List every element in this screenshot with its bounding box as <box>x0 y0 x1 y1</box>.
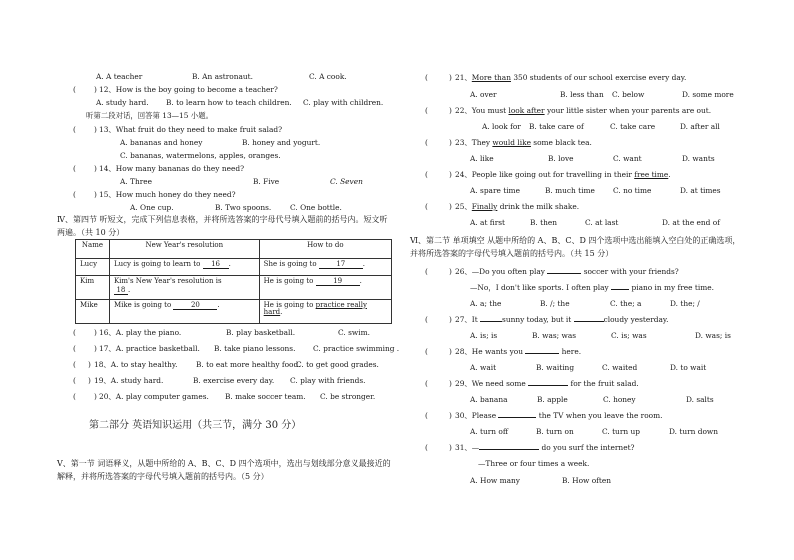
blank-17: 17 <box>319 261 363 269</box>
q13-question: 13、What fruit do they need to make fruit salad? <box>99 125 283 134</box>
table-row <box>76 300 392 324</box>
q23-option-b: B. love <box>548 154 574 163</box>
q25-option-a: A. at first <box>470 218 505 227</box>
q29-option-c: C. honey <box>603 395 636 404</box>
section4-instructions: Ⅳ、第四节 听短文，完成下列信息表格，并将所选答案的字母代号填入题前的括号内。短文听两遍。（共 10 分） <box>57 215 388 237</box>
section5-instructions: Ⅴ、第一节 词语释义，从题中所给的 A、B、C、D 四个选项中，选出与划线部分意义最接近的解释，并将所选答案的字母代号填入题前的括号内。（5 分） <box>57 459 391 481</box>
q16-option-b: B. play basketball. <box>226 328 296 337</box>
table-header-name: Name <box>76 240 110 259</box>
q30-option-b: B. turn on <box>536 427 574 436</box>
q24-question: 24、People like going out for travelling in their free time. <box>455 170 671 179</box>
q31-question: 31、— do you surf the internet? <box>455 443 635 452</box>
q22-option-c: C. take care <box>610 122 656 131</box>
q14-option-c: C. Seven <box>330 177 363 186</box>
q12-question: 12、How is the boy going to become a teacher? <box>99 85 278 94</box>
q18-option-a: 18、A. to stay healthy. <box>94 360 178 369</box>
q18-option-b: B. to eat more healthy food. <box>196 360 301 369</box>
q31-line2: —Three or four times a week. <box>478 459 590 468</box>
q23-option-d: D. wants <box>682 154 715 163</box>
q15-option-a: A. One cup. <box>130 203 174 212</box>
q13-option-b: B. honey and yogurt. <box>242 138 321 147</box>
q22-option-d: D. after all <box>680 122 720 131</box>
q17-option-a: 17、A. practice basketball. <box>99 344 200 353</box>
table-cell-how: She is going to 17 . <box>259 259 391 276</box>
table-cell-name: Kim <box>76 276 110 300</box>
q24-option-c: C. no time <box>613 186 652 195</box>
q30-question: 30、Please the TV when you leave the room. <box>455 411 663 420</box>
table-header-how: How to do <box>259 240 391 259</box>
q21-option-c: C. below <box>612 90 645 99</box>
q11-option-b: B. An astronaut. <box>192 72 253 81</box>
q28-option-c: C. waited <box>602 363 638 372</box>
q26-option-b: B. /; the <box>540 299 570 308</box>
q28-option-a: A. wait <box>470 363 497 372</box>
table-cell-how: He is going to practice really hard. <box>259 300 391 324</box>
q18-option-c: C. to get good grades. <box>296 360 379 369</box>
q21-option-b: B. less than <box>560 90 604 99</box>
q19-option-a: 19、A. study hard. <box>94 376 164 385</box>
q30-option-c: C. turn up <box>602 427 640 436</box>
q30-option-d: D. turn down <box>669 427 718 436</box>
q27-option-d: D. was; is <box>695 331 731 340</box>
q19-option-b: B. exercise every day. <box>193 376 275 385</box>
q20-option-c: C. be stronger. <box>320 392 376 401</box>
q31-option-b: B. How often <box>562 476 611 485</box>
q29-option-a: A. banana <box>470 395 508 404</box>
table-header-row <box>76 240 392 259</box>
q12-option-c: C. play with children. <box>303 98 384 107</box>
q14-question: 14、How many bananas do they need? <box>99 164 245 173</box>
q24-option-a: A. spare time <box>470 186 520 195</box>
q30-option-a: A. turn off <box>470 427 509 436</box>
q26-option-c: C. the; a <box>610 299 642 308</box>
table-row <box>76 276 392 300</box>
q13-option-a: A. bananas and honey <box>120 138 203 147</box>
underlined-answer: practice really hard <box>263 301 367 316</box>
q28-option-b: B. waiting <box>536 363 575 372</box>
q27-option-c: C. is; was <box>611 331 647 340</box>
q27-question: 27、It sunny today, but it cloudy yesterday. <box>455 315 669 324</box>
q20-option-a: 20、A. play computer games. <box>99 392 209 401</box>
table-cell-how: He is going to 19 . <box>259 276 391 300</box>
q23-option-c: C. want <box>613 154 642 163</box>
q27-option-b: B. was; was <box>532 331 577 340</box>
q21-option-d: D. some more <box>682 90 734 99</box>
q26-line2: —No，I don't like sports. I often play piano in my free time. <box>470 283 714 292</box>
q24-option-d: D. at times <box>680 186 721 195</box>
q26-option-d: D. the; / <box>670 299 700 308</box>
q20-option-b: B. make soccer team. <box>225 392 306 401</box>
q14-option-a: A. Three <box>120 177 153 186</box>
table-cell-resolution: Mike is going to 20 . <box>109 300 259 324</box>
part2-title: 第二部分 英语知识运用（共三节，满分 30 分） <box>89 420 302 431</box>
q15-question: 15、How much honey do they need? <box>99 190 236 199</box>
q11-option-c: C. A cook. <box>309 72 347 81</box>
q29-question: 29、We need some for the fruit salad. <box>455 379 639 388</box>
q19-option-c: C. play with friends. <box>290 376 366 385</box>
q15-paren: ( <box>73 190 76 199</box>
table-cell-resolution: Lucy is going to learn to 16 . <box>109 259 259 276</box>
q23-question: 23、They would like some black tea. <box>455 138 592 147</box>
dialog2-intro: 听第二段对话，回答第 13—15 小题。 <box>86 111 213 120</box>
table-cell-name: Mike <box>76 300 110 324</box>
q31-option-a: A. How many <box>470 476 520 485</box>
q14-paren: ( <box>73 164 76 173</box>
blank-19: 19 <box>316 278 360 286</box>
q14-option-b: B. Five <box>253 177 280 186</box>
q22-option-a: A. look for <box>482 122 521 131</box>
q21-option-a: A. over <box>470 90 497 99</box>
q22-option-b: B. take care of <box>529 122 584 131</box>
q23-option-a: A. like <box>470 154 494 163</box>
q13-paren: ( <box>73 125 76 134</box>
q27-option-a: A. is; is <box>470 331 498 340</box>
q29-option-b: B. apple <box>537 395 568 404</box>
q25-question: 25、Finally drink the milk shake. <box>455 202 580 211</box>
table-cell-resolution: Kim's New Year's resolution is 18 . <box>109 276 259 300</box>
q25-option-c: C. at last <box>585 218 619 227</box>
q28-question: 28、He wants you here. <box>455 347 582 356</box>
q29-option-d: D. salts <box>686 395 714 404</box>
q15-option-c: C. One bottle. <box>290 203 342 212</box>
blank-18: 18 <box>114 287 128 295</box>
q17-option-c: C. practice swimming . <box>313 344 400 353</box>
table-row <box>76 259 392 276</box>
section6-instructions: Ⅵ、第二节 单项填空 从题中所给的 A、B、C、D 四个选项中选出能填入空白处的正确选项，并将所选答案的字母代号填入题前的括号内。（共 15 分） <box>410 236 741 258</box>
q11-option-a: A. A teacher <box>96 72 143 81</box>
q21-question: 21、More than 350 students of our school exercise every day. <box>455 73 687 82</box>
q12-paren-close: ) <box>94 85 97 94</box>
q25-option-d: D. at the end of <box>662 218 720 227</box>
q24-option-b: B. much time <box>545 186 595 195</box>
blank-16: 16 <box>203 261 229 269</box>
q26-option-a: A. a; the <box>470 299 502 308</box>
q12-option-b: B. to learn how to teach children. <box>166 98 292 107</box>
q13-option-c: C. bananas, watermelons, apples, oranges. <box>120 151 281 160</box>
q26-question: 26、—Do you often play soccer with your friends? <box>455 267 679 276</box>
q25-option-b: B. then <box>530 218 557 227</box>
q16-option-a: 16、A. play the piano. <box>99 328 182 337</box>
blank-20: 20 <box>173 302 217 310</box>
q15-option-b: B. Two spoons. <box>215 203 272 212</box>
q17-option-b: B. take piano lessons. <box>214 344 296 353</box>
table-header-resolution: New Year's resolution <box>109 240 259 259</box>
q16-option-c: C. swim. <box>338 328 370 337</box>
q12-paren: ( <box>73 85 76 94</box>
q22-question: 22、You must look after your little sister when your parents are out. <box>455 106 712 115</box>
resolution-table <box>75 239 392 324</box>
q12-option-a: A. study hard. <box>96 98 149 107</box>
q28-option-d: D. to wait <box>670 363 707 372</box>
table-cell-name: Lucy <box>76 259 110 276</box>
exam-page: A. A teacher B. An astronaut. C. A cook. ( ) 12、How is the boy going to become a teacher? A. study hard. B. to learn how to teach children. C. play with children. 听第二段对话，回答第 13—15 小题。 ( ) 13、What fruit do they need to make fruit salad? A. bananas and honey B. honey and yogurt. C. bananas, watermelons, apples, oranges. ( ) 14、How many bananas do they need? A. Three B. Five C. Seven ( ) 15、How much honey do they need? A. One cup. B. Two spoons. C. One bottle. Ⅳ、第四节 听短文，完成下列信息表格，并将所选答案的字母代号填入题前的括号内。短文听两遍。（共 10 分） Name New Year's resolution How to do Lucy Lucy is going to learn to 16 . She is going to 17 . Kim Kim's New Year's resolution is 18 . He is going to 19 . Mike Mike is going to 20 . He is going to practice really hard. ( ) 16、A. play the piano. B. play basketball. C. swim. ( ) 17、A. practice basketball. B. take piano lessons. C. practice swimming . ( ) 18、A. to stay healthy. B. to eat more healthy food. C. to get good grades. ( ) 19、A. study hard. B. exercise every day. C. play with friends. ( ) 20、A. play computer games. B. make soccer team. C. be stronger. 第二部分 英语知识运用（共三节，满分 30 分） Ⅴ、第一节 词语释义，从题中所给的 A、B、C、D 四个选项中，选出与划线部分意义最接近的解释，并将所选答案的字母代号填入题前的括号内。（5 分） ( ) 21、More than 350 students of our school exercise every day. A. over B. less than C. below D. some more ( ) 22、You must look after your little sister when your parents are out. A. look for B. take care of C. take care D. after all ( ) 23、They would like some black tea. A. like B. love C. want D. wants ( ) 24、People like going out for travelling in their free time. A. spare time B. much time C. no time D. at times ( ) 25、Finally drink the milk shake. A. at first B. then C. at last D. at the end of Ⅵ、第二节 单项填空 从题中所给的 A、B、C、D 四个选项中选出能填入空白处的正确选项，并将所选答案的字母代号填入题前的括号内。（共 15 分） ( ) 26、—Do you often play soccer with your friends? —No，I don't like sports. I often play piano in my free time. A. a; the B. /; the C. the; a D. the; / ( ) 27、It sunny today, but it cloudy yesterday. A. is; is B. was; was C. is; was D. was; is ( ) 28、He wants you here. A. wait B. waiting C. waited D. to wait ( ) 29、We need some for the fruit salad. A. banana B. apple C. honey D. salts ( ) 30、Please the TV when you leave the room. A. turn off B. turn on C. turn up D. turn down ( ) 31、— do you surf the internet? —Three or four times a week. A. How many B. How often <box>57 72 741 485</box>
